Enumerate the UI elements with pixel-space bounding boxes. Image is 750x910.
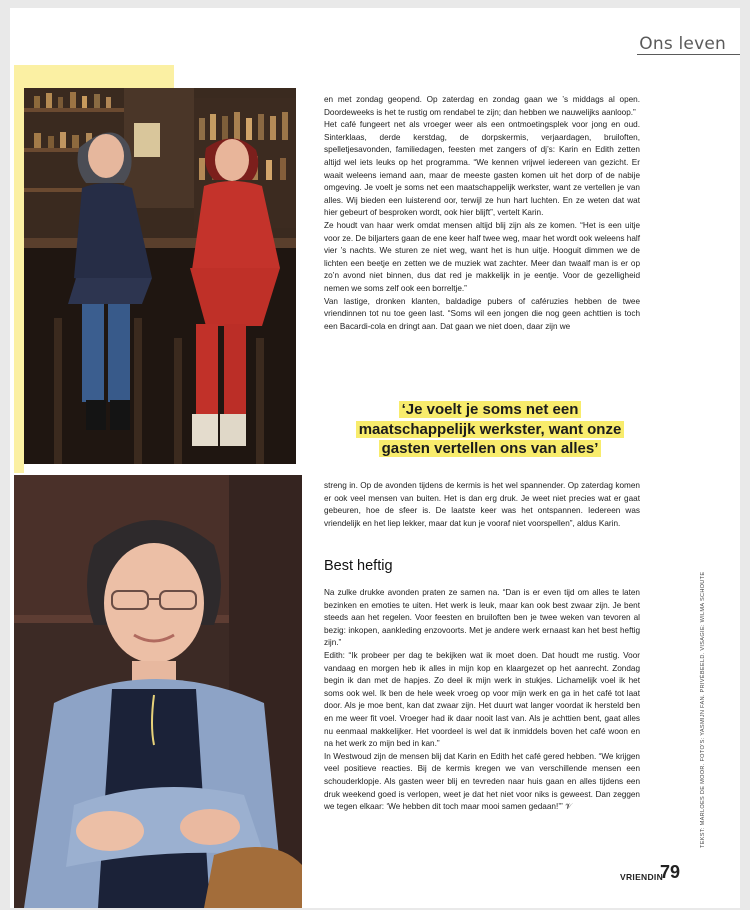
paragraph: Na zulke drukke avonden praten ze samen na. “Dan is er even tijd om alles te laten bezinken en emoties te uiten. Het werk is leuk, maar kan ook best zwaar zijn. Je bent steeds aan het regelen. Voor feesten en bruiloften ben je twee weken van tevoren al bezig: inkopen, aankleding enzovoorts. Met je andere werk ernaast kan het best heftig zijn.” <box>324 588 640 648</box>
paragraph: Van lastige, dronken klanten, baldadige pubers of caféruzies hebben de twee vriendinnen tot nu toe geen last. “Soms wil een jongen die nog geen achttien is toch een Bacardi-cola en dringt aan. Dat gaan we niet doen, daar zijn we <box>324 296 640 331</box>
photo-credits <box>700 571 714 848</box>
pull-quote-line: ‘Je voelt je soms net een <box>399 401 582 418</box>
pull-quote-line: gasten vertellen ons van alles’ <box>379 440 602 457</box>
yellow-accent-side <box>14 68 24 473</box>
magazine-name: VRIENDIN <box>620 872 664 882</box>
magazine-page <box>10 8 740 908</box>
section-rule <box>637 54 740 55</box>
paragraph: streng in. Op de avonden tijdens de kermis is het wel spannender. Op zaterdag komen er ook veel mensen van buiten. Het is dan erg druk. Je weet niet precies wat er gaat gebeuren, hoe de sfeer is. De laatste keer was het ontspannen. Iedereen was vriendelijk en het liep lekker, maar dat kun je vooraf niet voorspellen”, aldus Karin. <box>324 481 640 528</box>
paragraph: Edith: “Ik probeer per dag te bekijken wat ik moet doen. Dat houdt me rustig. Voor vandaag en morgen heb ik alles in mijn kop en klaargezet op het aanrecht. Zondag begin ik dan met de hapjes. Zo deel ik mijn werk in stukjes. Lichamelijk voel ik het soms ook wel. Ik ben de hele week vroeg op voor mijn werk en ga in het café tot laat door. Als je moe bent, kan dat zwaar zijn. Het duurt wat langer voordat ik hersteld ben en me weer fit voel. Vroeger had ik daar nooit last van. Als je achttien bent, gaat alles nu eenmaal makkelijker. Het voordeel is wel dat ik inmiddels boven het café woon en na het werk zo mijn bed in kan.” <box>324 650 640 749</box>
paragraph: en met zondag geopend. Op zaterdag en zondag gaan we ’s middags al open. Doordeweeks is het te rustig om rendabel te zijn; dan hebben we nauwelijks aanloop.” <box>324 95 640 117</box>
subheading: Best heftig <box>324 558 393 574</box>
article-column-bottom <box>324 587 640 814</box>
article-column-top <box>324 94 640 333</box>
paragraph: Ze houdt van haar werk omdat mensen altijd blij zijn als ze komen. “Het is een uitje voor ze. De biljarters gaan de ene keer half twee weg, maar het wordt ook weleens half vier ’s nachts. We sturen ze niet weg, want het is hun uitje. Hooguit dimmen we de lichten een beetje en zetten we de muziek wat zachter. Meer dan twaalf man is er op zo’n avond niet binnen, dus dat red je makkelijk in je eentje. Voor de gezelligheid nemen we soms zelf ook een borreltje.” <box>324 220 640 293</box>
pull-quote <box>332 400 648 459</box>
photo-credits-text: TEKST: MARLOES DE MOOR. FOTO’S: YASMIJN FAN. PRIVÉBEELD. VISAGIE: WILMA SCHOUTE <box>700 571 706 848</box>
photo-two-women-in-cafe <box>24 88 296 464</box>
page-number: 79 <box>660 862 681 882</box>
paragraph: Het café fungeert net als vroeger weer als een ontmoetingsplek voor jong en oud. Sinterklaas, derde kerstdag, de dorpskermis, verjaardagen, bruiloften, spelletjesavonden, familiedagen, feesten met zangers of dj’s: Karin en Edith zetten altijd wel iets leuks op het programma. “We kennen vrijwel iedereen van gezicht. Er waait weleens iemand aan, maar de meeste gasten komen uit het dorp of de nabije omgeving. Je voelt je soms net een maatschappelijk werkster, want ze vertellen je van alles. Wij bieden een luisterend oor, terwijl ze hun hart luchten. En ze weten dat wat hier gebeurt of besproken wordt, ook hier blijft”, vertelt Karin. <box>324 120 640 218</box>
photo-portrait-woman <box>14 475 302 908</box>
article-column-middle <box>324 480 640 530</box>
paragraph: In Westwoud zijn de mensen blij dat Karin en Edith het café gered hebben. “We krijgen veel positieve reacties. Bij de kermis kregen we van verschillende mensen een schouderklopje. Als gasten weer blij en tevreden naar huis gaan en alles tijdens een druk weekend goed is verlopen, weet je dat het niet voor niks is geweest. Dan zeggen we tegen elkaar: ‘We hebben dit toch maar mooi samen gedaan!’” 𝒱 <box>324 751 640 812</box>
pull-quote-line: maatschappelijk werkster, want onze <box>356 421 625 438</box>
section-label: Ons leven <box>639 34 726 54</box>
